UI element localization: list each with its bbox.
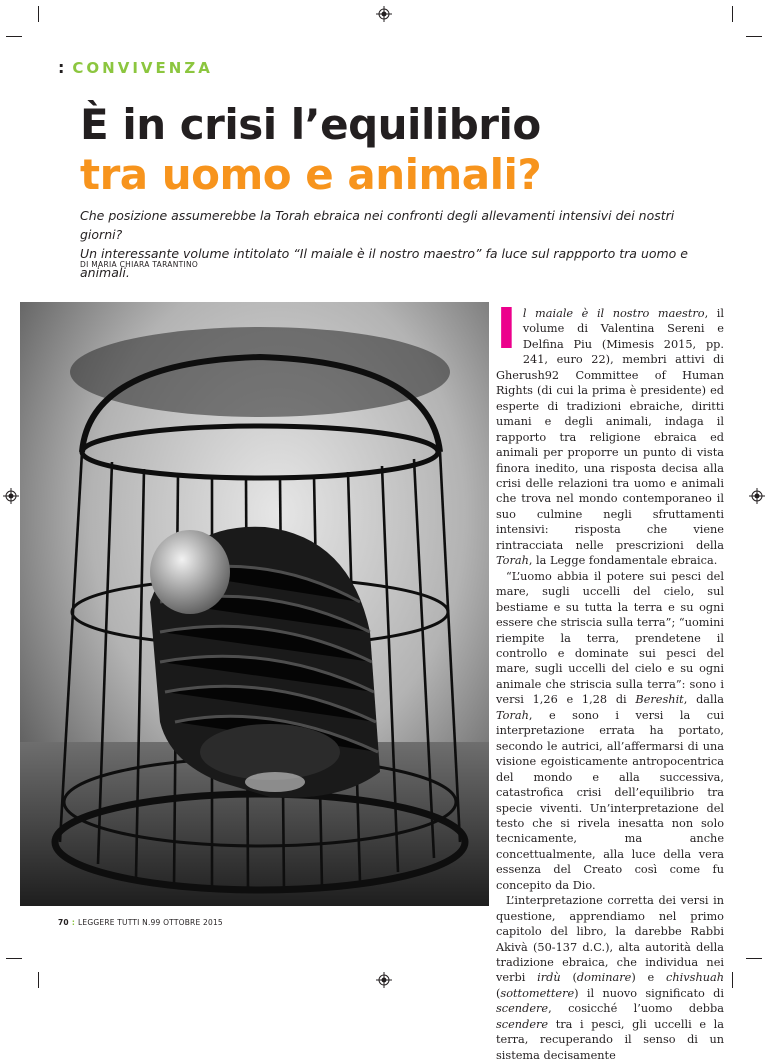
paragraph-text: L’interpretazione corretta dei versi in questione, apprendiamo nel primo capitolo del libro, la darebbe Rabbi Akivà (50-137 d.C.), alta autorità della tradizione ebraica, che individua nei verbi bbox=[496, 894, 724, 985]
registration-mark-icon bbox=[376, 6, 392, 22]
italic-term: Torah bbox=[496, 554, 529, 568]
book-title: l maiale è il nostro maestro bbox=[522, 307, 705, 320]
paragraph-text: “L’uomo abbia il potere sui pesci del mare, sugli uccelli del cielo, sul bestiame e su tutta la terra e su ogni essere che striscia sulla terra”; “uomini riempite la terra, prendetene il controllo e dominate sui pesci del mare, sugli uccelli del cielo e su ogni animale che striscia sulla terra”: sono i versi 1,26 e 1,28 di bbox=[496, 569, 724, 707]
paragraph-1 bbox=[496, 297, 724, 569]
paragraph-text: , la Legge fondamentale ebraica. bbox=[528, 554, 718, 568]
title-line-1: È in crisi l’equilibrio bbox=[80, 100, 541, 149]
italic-term: chivshuah bbox=[666, 971, 725, 985]
registration-mark-icon bbox=[3, 488, 19, 504]
paragraph-text: ) il nuovo significato di bbox=[574, 986, 724, 1000]
section-label: CONVIVENZA bbox=[72, 58, 213, 77]
subtitle-line-1: Che posizione assumerebbe la Torah ebraica nei confronti degli allevamenti intensivi dei nostri giorni? bbox=[80, 208, 675, 242]
italic-term: Bereshit bbox=[635, 693, 684, 707]
paragraph-text: ( bbox=[496, 986, 501, 1000]
byline: DI MARIA CHIARA TARANTINO bbox=[80, 260, 199, 269]
registration-mark-icon bbox=[376, 972, 392, 988]
crop-mark bbox=[732, 6, 733, 22]
article-photo bbox=[20, 302, 489, 906]
title-line-2: tra uomo e animali? bbox=[80, 150, 542, 199]
paragraph-text: ( bbox=[560, 971, 577, 985]
page-footer bbox=[58, 918, 223, 927]
crop-mark bbox=[746, 36, 762, 37]
italic-term: Torah bbox=[496, 708, 529, 722]
drop-cap: I bbox=[496, 297, 517, 362]
paragraph-text: tra i pesci, gli uccelli e la terra, recuperando il senso di un sistema decisamente bbox=[496, 1017, 724, 1062]
crop-mark bbox=[38, 6, 39, 22]
crop-mark bbox=[6, 36, 22, 37]
page-number: 70 bbox=[58, 918, 69, 927]
subtitle-line-2: Un interessante volume intitolato “Il maiale è il nostro maestro” fa luce sul rappporto tra uomo e animali. bbox=[80, 246, 688, 280]
paragraph-text: ) e bbox=[631, 971, 667, 985]
paragraph-text: , dalla bbox=[683, 693, 724, 707]
paragraph-text: , il volume di Valentina Sereni e Delfina Piu (Mimesis 2015, pp. 241, euro 22), membri attivi di Gherush92 Committee of Human Rights (di cui la prima è presidente) ed esperte di tradizioni ebraiche, diritti umani e degli animali, indaga il rapporto tra religione ebraica ed animali per proporre un punto di vista finora inedito, una risposta decisa alla crisi delle relazioni tra uomo e animali che trova nel mondo contemporaneo il suo culmine negli sfruttamenti intensivi: risposta che viene rintracciata nelle prescrizioni della bbox=[496, 307, 724, 552]
paragraph-text: , e sono i versi la cui interpretazione errata ha portato, secondo le autrici, all’affermarsi di una visione egoisticamente antropocentrica del mondo e alla successiva, catastrofica crisi dell’equilibrio tra specie viventi. Un’interpretazione del testo che si rivela inesatta non solo tecnicamente, ma anche concettualmente, alla luce della vera essenza del Creato così come fu concepito da Dio. bbox=[496, 708, 724, 892]
article-title bbox=[80, 100, 720, 200]
article-subtitle bbox=[80, 206, 700, 282]
registration-mark-icon bbox=[749, 488, 765, 504]
issue-info: LEGGERE TUTTI N.99 OTTOBRE 2015 bbox=[78, 918, 223, 927]
paragraph-3 bbox=[496, 893, 724, 1063]
crop-mark bbox=[6, 958, 22, 959]
crop-mark bbox=[746, 958, 762, 959]
man-in-birdcage-image bbox=[20, 302, 489, 906]
footer-separator: : bbox=[71, 918, 76, 927]
crop-mark bbox=[38, 972, 39, 988]
italic-term: scendere bbox=[496, 1017, 549, 1031]
italic-term: dominare bbox=[576, 971, 632, 985]
article-body bbox=[496, 297, 725, 1063]
italic-term: sottomettere bbox=[500, 986, 575, 1000]
crop-mark bbox=[732, 972, 733, 988]
italic-term: irdù bbox=[537, 971, 561, 985]
italic-term: scendere bbox=[496, 1002, 549, 1016]
section-tag bbox=[58, 58, 213, 77]
paragraph-text: , cosicché l’uomo debba bbox=[548, 1002, 724, 1016]
section-dots: : bbox=[58, 58, 65, 77]
paragraph-2 bbox=[496, 569, 724, 894]
